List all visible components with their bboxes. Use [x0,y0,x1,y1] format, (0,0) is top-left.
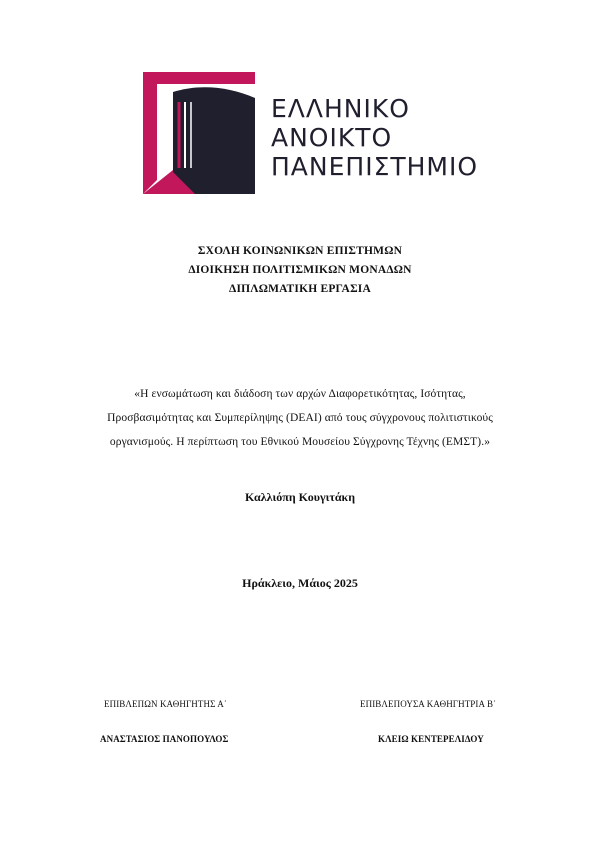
place-date: Ηράκλειο, Μάιος 2025 [242,576,358,590]
title-line-2: Προσβασιμότητας και Συμπερίληψης (DEAI) από τους σύγχρονους πολιτιστικούς [107,412,493,424]
logo-wordmark [271,94,478,181]
university-logo [143,72,479,197]
logo-mark-icon [143,72,263,194]
header-block [0,242,600,299]
supervisor-a-name: ΑΝΑΣΤΑΣΙΟΣ ΠΑΝΟΠΟΥΛΟΣ [100,734,229,744]
program-name: ΔΙΟΙΚΗΣΗ ΠΟΛΙΤΙΣΜΙΚΩΝ ΜΟΝΑΔΩΝ [188,264,412,276]
title-line-1: «Η ενσωμάτωση και διάδοση των αρχών Διαφορετικότητας, Ισότητας, [134,388,466,400]
school-name: ΣΧΟΛΗ ΚΟΙΝΩΝΙΚΩΝ ΕΠΙΣΤΗΜΩΝ [197,245,403,257]
title-line-3: οργανισμούς. Η περίπτωση του Εθνικού Μουσείου Σύγχρονης Τέχνης (ΕΜΣΤ).» [109,436,491,448]
thesis-title [90,382,510,454]
supervisor-b-name: ΚΛΕΙΩ ΚΕΝΤΕΡΕΛΙΔΟΥ [378,734,484,744]
logo-line-1: ΕΛΛΗΝΙΚΟ [271,94,410,123]
supervisor-b-label: ΕΠΙΒΛΕΠΟΥΣΑ ΚΑΘΗΓΗΤΡΙΑ Β΄ [360,699,497,709]
supervisor-a-label: ΕΠΙΒΛΕΠΩΝ ΚΑΘΗΓΗΤΗΣ Α΄ [104,699,227,709]
logo-line-3: ΠΑΝΕΠΙΣΤΗΜΙΟ [271,152,479,181]
logo-line-2: ΑΝΟΙΚΤΟ [271,123,393,152]
document-type: ΔΙΠΛΩΜΑΤΙΚΗ ΕΡΓΑΣΙΑ [229,283,371,295]
author-name: Καλλιόπη Κουγιτάκη [244,490,356,504]
